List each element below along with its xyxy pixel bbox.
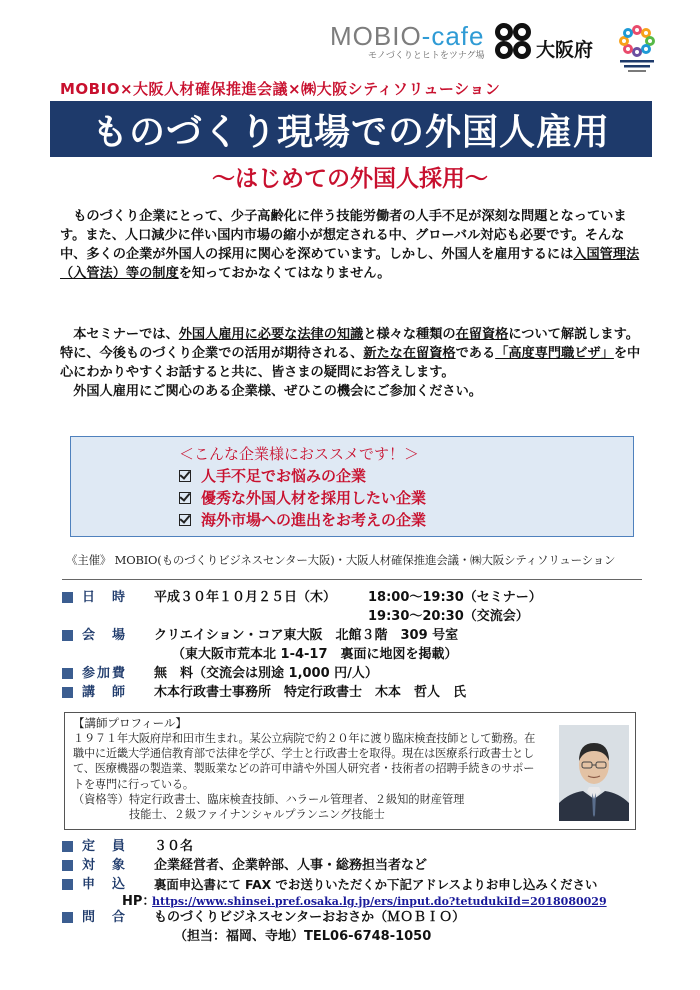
intro-text: を知っておかなくてはなりません。 — [178, 266, 391, 281]
intro-text: 本セミナーでは、 — [73, 327, 179, 342]
recommendation-box — [70, 436, 634, 537]
mobio-logo-tagline: モノづくりとヒトをツナグ場 — [368, 51, 485, 61]
recommendation-item — [179, 487, 633, 509]
intro-underlined-text: 外国人雇用に必要な法律の知識 — [178, 327, 364, 342]
square-bullet-icon — [62, 912, 73, 923]
capacity-label: 定 員 — [82, 839, 128, 854]
square-bullet-icon — [62, 592, 73, 603]
contact-detail: （担当：福岡、寺地）TEL06-6748-1050 — [174, 929, 432, 944]
invitation-text: 外国人雇用にご関心のある企業様、ぜひこの機会にご参加ください。 — [73, 384, 482, 399]
organizers-line: MOBIO×大阪人材確保推進会議×㈱大阪シティソリューション — [60, 80, 501, 98]
qualifications-line: 技能士、２級ファイナンシャルプランニング技能士 — [129, 808, 385, 822]
contact-label: 問 合 — [82, 910, 128, 925]
checkbox-checked-icon — [179, 514, 191, 526]
divider — [62, 579, 642, 580]
speaker-value: 木本行政書士事務所 特定行政書士 木本 哲人 氏 — [154, 685, 467, 700]
checkbox-checked-icon — [179, 470, 191, 482]
venue-label: 会 場 — [82, 628, 128, 643]
page-subtitle: ～はじめての外国人採用～ — [212, 166, 488, 192]
date-value: 平成３０年１０月２５日（木） — [154, 590, 337, 605]
recommendation-item — [179, 465, 633, 487]
intro-text: について解説します。特に、今後ものづくり企業での活用が期待される、 — [60, 327, 639, 361]
page-title: ものづくり現場での外国人雇用 — [91, 111, 610, 153]
square-bullet-icon — [62, 668, 73, 679]
speaker-profile-box — [64, 712, 636, 830]
profile-title: 【講師プロフィール】 — [73, 716, 187, 730]
intro-text: と様々な種類の — [363, 327, 456, 342]
application-url-link[interactable]: https://www.shinsei.pref.osaka.lg.jp/ers/input.do?tetudukiId=2018080029 — [152, 895, 607, 908]
square-bullet-icon — [62, 687, 73, 698]
venue-address: （東大阪市荒本北 1-4-17 裏面に地図を掲載） — [172, 647, 458, 662]
intro-underlined-text: 在留資格 — [455, 327, 509, 342]
mobio-logo-prefix: MOBIO — [330, 21, 422, 51]
target-value: 企業経営者、企業幹部、人事・総務担当者など — [154, 858, 428, 873]
square-bullet-icon — [62, 879, 73, 890]
target-label: 対 象 — [82, 858, 128, 873]
intro-text: を中心にわかりやすくお話すると共に、皆さまの疑問にお答えします。 — [60, 346, 641, 380]
speaker-label: 講 師 — [82, 685, 128, 700]
recommendation-item-label: 海外市場への進出をお考えの企業 — [201, 511, 427, 529]
title-banner — [50, 101, 652, 157]
recommendation-item-label: 優秀な外国人材を採用したい企業 — [201, 489, 427, 507]
intro-paragraph-1 — [60, 207, 646, 283]
qualifications-text: 特定行政書士、臨床検査技師、ハラール管理者、２級知的財産管理 — [128, 792, 465, 806]
mobio-logo-suffix: -cafe — [421, 21, 485, 51]
apply-value: 裏面申込書にて FAX でお送りいただくか下記アドレスよりお申し込みください — [154, 877, 598, 892]
osaka-prefecture-label: 大阪府 — [536, 39, 594, 61]
intro-paragraph-2 — [60, 325, 646, 401]
qualifications-label: （資格等） — [73, 792, 129, 806]
square-bullet-icon — [62, 860, 73, 871]
qualifications-line — [73, 792, 635, 807]
checkbox-checked-icon — [179, 492, 191, 504]
intro-text: である — [455, 346, 496, 361]
apply-label: 申 込 — [82, 877, 128, 892]
intro-text: ものづくり企業にとって、少子高齢化に伴う技能労働者の人手不足が深刻な問題となっています。また、人口減少に伴い国内市場の縮小が想定される中、グローバル対応も必要です。そんな中、多くの企業が外国人の採用に関心を深めています。しかし、外国人を雇用するには — [60, 209, 627, 262]
osaka-prefecture-mark-icon — [494, 22, 536, 60]
speaker-photo — [559, 725, 629, 821]
intro-underlined-text: 入国管理法（入管法）等の制度 — [60, 247, 640, 281]
hp-label: HP： — [122, 894, 156, 909]
recommendation-item-label: 人手不足でお悩みの企業 — [201, 467, 367, 485]
networking-time: 19:30～20:30（交流会） — [368, 609, 529, 624]
profile-text: １９７１年大阪府岸和田市生まれ。某公立病院で約２０年に渡り臨床検査技師として勤務。在職中に近畿大学通信教育部で法律を学び、学士と行政書士を取得。現在は医療系行政書士として、医療機器の製造業、製販業などの許可申請や外国人研究者・技術者の招聘手続きのサポートを専門に行っている。 — [73, 732, 536, 791]
venue-value: クリエイション・コア東大阪 北館３階 309 号室 — [154, 628, 459, 643]
seminar-time: 18:00～19:30（セミナー） — [368, 590, 542, 605]
fee-label: 参加費 — [82, 666, 128, 681]
expo-2025-logo-icon — [612, 22, 662, 74]
recommendation-item — [179, 509, 633, 531]
mobio-cafe-logo — [330, 22, 490, 68]
recommendation-title: ＜こんな企業様におススメです！＞ — [179, 445, 420, 463]
host-line: 《主催》 MOBIO(ものづくりビジネスセンター大阪)・大阪人材確保推進会議・㈱大阪シティソリューション — [66, 553, 616, 567]
square-bullet-icon — [62, 841, 73, 852]
square-bullet-icon — [62, 630, 73, 641]
fee-value: 無 料（交流会は別途 1,000 円/人） — [154, 666, 378, 681]
capacity-value: ３０名 — [154, 839, 194, 854]
intro-underlined-text: 「高度専門職ビザ」 — [495, 346, 614, 361]
intro-underlined-text: 新たな在留資格 — [363, 346, 456, 361]
date-label: 日 時 — [82, 590, 128, 605]
contact-value: ものづくりビジネスセンターおおさか（ＭＯＢＩＯ） — [154, 910, 466, 925]
